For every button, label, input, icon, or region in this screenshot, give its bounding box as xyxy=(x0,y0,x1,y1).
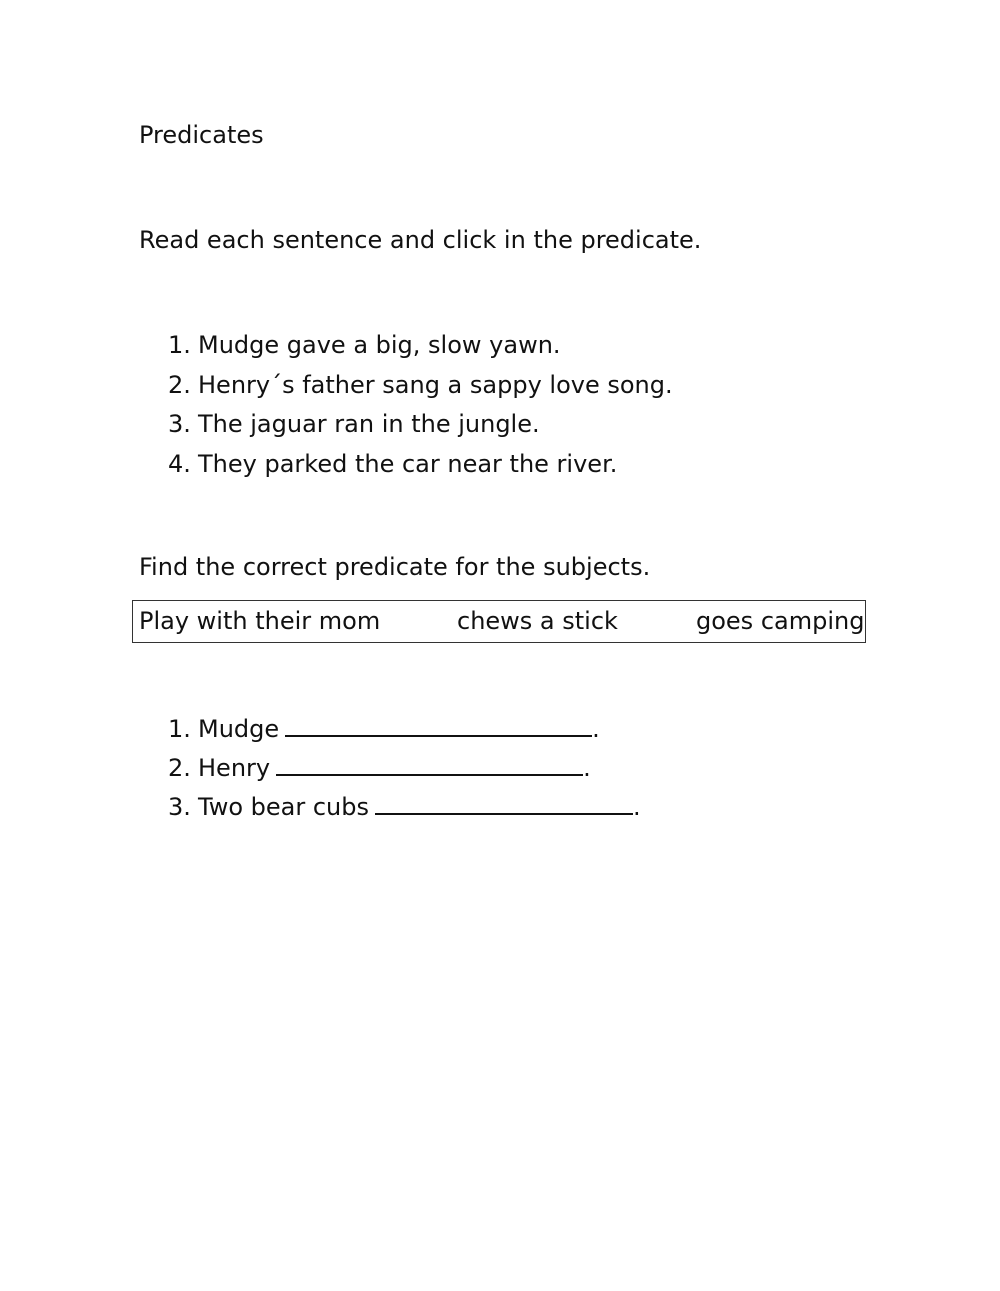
word-bank-option[interactable]: goes camping xyxy=(696,607,865,635)
sentence-item xyxy=(168,330,673,370)
item-number: 2. xyxy=(168,754,191,782)
subject-text: Mudge xyxy=(198,715,280,743)
sentence-item xyxy=(168,449,673,489)
end-punctuation: . xyxy=(632,793,641,821)
fill-in-item xyxy=(168,752,641,791)
sentence-list xyxy=(168,330,673,488)
item-number: 2. xyxy=(168,370,191,399)
sentence-text[interactable]: Mudge gave a big, slow yawn. xyxy=(198,331,561,359)
word-bank-box xyxy=(132,600,866,643)
sentence-text[interactable]: They parked the car near the river. xyxy=(198,449,618,478)
end-punctuation: . xyxy=(592,715,600,743)
sentence-text[interactable]: Henry´s father sang a sappy love song. xyxy=(198,370,673,399)
fill-in-item xyxy=(168,713,641,752)
answer-blank[interactable] xyxy=(375,791,633,815)
click-predicate-instruction: Read each sentence and click in the predicate. xyxy=(139,226,702,254)
subject-text: Henry xyxy=(198,754,271,782)
sentence-item xyxy=(168,409,673,449)
match-predicate-instruction: Find the correct predicate for the subjects. xyxy=(139,553,651,581)
end-punctuation: . xyxy=(583,754,591,782)
word-bank-option[interactable]: Play with their mom xyxy=(139,607,381,635)
item-number: 3. xyxy=(168,793,191,821)
item-number: 1. xyxy=(168,715,191,743)
page-title: Predicates xyxy=(139,121,264,149)
sentence-item xyxy=(168,370,673,410)
fill-in-item xyxy=(168,791,641,830)
item-number: 3. xyxy=(168,410,191,438)
sentence-text[interactable]: The jaguar ran in the jungle. xyxy=(198,410,540,438)
word-bank-option[interactable]: chews a stick xyxy=(457,607,618,635)
answer-blank[interactable] xyxy=(285,713,592,737)
fill-in-list xyxy=(168,713,641,830)
item-number: 1. xyxy=(168,331,191,359)
subject-text: Two bear cubs xyxy=(198,793,369,821)
answer-blank[interactable] xyxy=(276,752,583,776)
item-number: 4. xyxy=(168,449,191,478)
